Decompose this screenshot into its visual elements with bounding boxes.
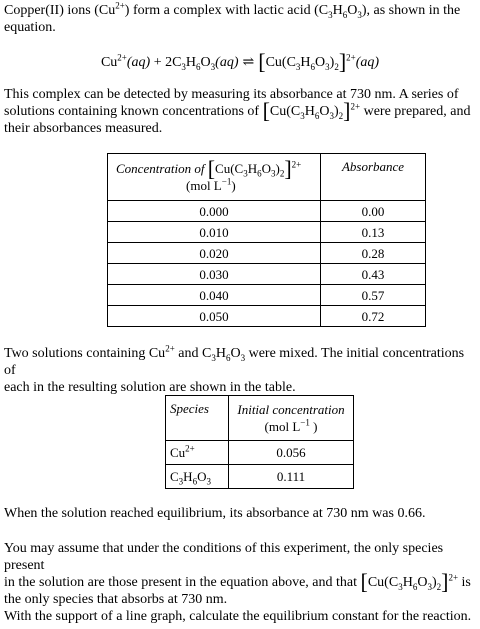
subscript: 3	[295, 61, 301, 72]
table-row	[108, 264, 426, 285]
paragraph-text: This complex can be detected by measuring its absorbance at 730 nm. A series of	[4, 87, 459, 102]
paragraph-text: were prepared, and	[360, 104, 471, 119]
bracket-open: [	[262, 98, 270, 123]
concentration-cell: 0.000	[108, 201, 321, 222]
subscript: 2	[279, 168, 285, 179]
subscript: 3	[181, 61, 186, 72]
bracket-close: ]	[441, 569, 449, 594]
charge: 2+	[350, 101, 361, 112]
paragraph-text: the only species that absorbs at 730 nm.	[4, 592, 228, 607]
absorbance-table	[107, 153, 426, 327]
paragraph-text: You may assume that under the conditions of this experiment, the only species present	[4, 541, 444, 573]
subscript: 3	[243, 168, 248, 179]
subscript: 6	[225, 352, 231, 363]
paragraph-text: When the solution reached equilibrium, its absorbance at 730 nm was 0.66.	[4, 506, 426, 521]
concentration-cell: 0.030	[108, 264, 321, 285]
intro-text: Copper(II) ions (Cu	[4, 3, 116, 18]
element-symbol: Cu	[100, 55, 118, 70]
subscript: 6	[196, 61, 201, 72]
concentration-cell: 0.050	[108, 306, 321, 327]
concentration-cell: 0.020	[108, 243, 321, 264]
charge: 2+	[185, 443, 195, 454]
charge: 2+	[448, 572, 459, 583]
table-row	[166, 441, 354, 465]
table-row	[108, 201, 426, 222]
charge: 2+	[291, 159, 302, 170]
paragraph-text: each in the resulting solution are shown in the table.	[4, 380, 296, 395]
complex-text: )	[329, 55, 335, 70]
concentration-cell: 0.010	[108, 222, 321, 243]
absorbance-cell: 0.72	[321, 306, 426, 327]
assumption-paragraph	[4, 540, 474, 608]
subscript: 3	[398, 581, 403, 592]
subscript: 6	[314, 110, 320, 121]
initial-concentration-cell: 0.056	[229, 441, 354, 465]
table-header-row	[108, 154, 426, 201]
subscript: 6	[412, 581, 418, 592]
element-symbol: O	[315, 55, 326, 70]
subscript: 3	[178, 476, 184, 487]
unit-text: (mol L	[264, 419, 301, 434]
measurement-paragraph	[4, 86, 474, 137]
subscript: 2	[338, 110, 344, 121]
equilibrium-arrow-icon: ⇌	[242, 55, 255, 70]
equilibrium-paragraph	[4, 505, 474, 522]
equation-text: + 2C	[150, 55, 182, 70]
unit-exponent: −1	[300, 417, 310, 428]
mixing-paragraph	[4, 345, 474, 396]
subscript: 6	[192, 476, 198, 487]
complex-text: Cu(C	[269, 104, 301, 119]
subscript: 6	[310, 61, 316, 72]
element-symbol: H	[247, 161, 258, 176]
subscript: 3	[240, 352, 246, 363]
unit-exponent: −1	[221, 176, 232, 187]
absorbance-cell: 0.28	[321, 243, 426, 264]
chemical-equation	[0, 49, 480, 74]
element-symbol: O	[319, 104, 330, 119]
state-label: (aq)	[215, 55, 239, 70]
absorbance-cell: 0.57	[321, 285, 426, 306]
paragraph-text: is	[458, 575, 471, 590]
unit-text: )	[231, 178, 236, 193]
element-symbol: H	[402, 575, 413, 590]
subscript: 3	[328, 9, 333, 20]
subscript: 3	[329, 110, 334, 121]
intro-text: ), as shown in the	[361, 3, 461, 18]
header-initial-concentration	[229, 396, 354, 441]
header-text: Initial concentration	[237, 402, 345, 417]
complex-text: Cu(C	[367, 575, 399, 590]
subscript: 3	[206, 476, 211, 487]
element-symbol: O	[230, 346, 241, 361]
element-symbol: H	[304, 104, 315, 119]
subscript: 2	[436, 581, 442, 592]
paragraph-text: and C	[174, 346, 212, 361]
concentration-cell: 0.040	[108, 285, 321, 306]
header-text: Absorbance	[341, 159, 405, 174]
bracket-open: [	[360, 569, 368, 594]
subscript: 3	[300, 110, 305, 121]
table-row	[108, 306, 426, 327]
table-row	[166, 465, 354, 489]
species-cell	[166, 441, 229, 465]
bracket-close: ]	[284, 156, 292, 181]
header-text: Concentration of	[116, 161, 208, 176]
subscript: 3	[427, 581, 432, 592]
element-symbol: C	[170, 469, 179, 484]
subscript: 3	[325, 61, 330, 72]
complex-text: )	[334, 104, 339, 119]
intro-paragraph	[4, 2, 474, 36]
paragraph-text: With the support of a line graph, calculate the equilibrium constant for the reaction.	[4, 609, 472, 624]
unit-text: )	[309, 419, 318, 434]
task-paragraph	[4, 608, 474, 625]
paragraph-text: were mixed. The initial concentrations of	[4, 346, 465, 378]
subscript: 2	[334, 61, 339, 72]
subscript: 6	[342, 9, 348, 20]
paragraph-text: solutions containing known concentrations of	[4, 104, 263, 119]
complex-text: )	[275, 161, 280, 176]
initial-concentration-cell: 0.111	[229, 465, 354, 489]
header-concentration	[108, 154, 321, 201]
charge: 2+	[346, 52, 356, 63]
subscript: 3	[210, 61, 216, 72]
element-symbol: H	[215, 346, 226, 361]
header-absorbance	[321, 154, 426, 201]
subscript: 6	[257, 168, 262, 179]
element-symbol: O	[200, 55, 211, 70]
table-row	[108, 285, 426, 306]
element-symbol: H	[300, 55, 311, 70]
table-header-row	[166, 396, 354, 441]
bracket-open: [	[258, 49, 266, 74]
charge: 2+	[117, 52, 127, 63]
cu-charge: 2+	[115, 0, 125, 11]
unit-text: (mol L	[186, 178, 222, 193]
paragraph-text: their absorbances measured.	[4, 121, 163, 136]
complex-text: )	[431, 575, 437, 590]
header-text: Species	[170, 401, 209, 416]
element-symbol: O	[417, 575, 428, 590]
state-label: (aq)	[126, 55, 151, 70]
absorbance-cell: 0.13	[321, 222, 426, 243]
paragraph-text: Two solutions containing Cu	[4, 346, 166, 361]
absorbance-cell: 0.00	[321, 201, 426, 222]
intro-text: ) form a complex with lactic acid (C	[124, 3, 329, 18]
table-row	[108, 222, 426, 243]
bracket-close: ]	[343, 98, 351, 123]
state-label: (aq)	[355, 55, 380, 70]
complex-text: Cu(C	[215, 161, 244, 176]
element-symbol: H	[183, 469, 193, 484]
subscript: 3	[271, 168, 276, 179]
element-symbol: H	[185, 55, 197, 70]
element-symbol: Cu	[170, 445, 186, 460]
paragraph-text: in the solution are those present in the equation above, and that	[4, 575, 361, 590]
table-row	[108, 243, 426, 264]
element-symbol: O	[197, 469, 207, 484]
intro-text: equation.	[4, 20, 56, 35]
element-symbol: H	[332, 3, 343, 18]
bracket-close: ]	[338, 49, 347, 74]
bracket-open: [	[207, 156, 216, 181]
initial-concentration-table	[165, 395, 354, 489]
element-symbol: O	[261, 161, 271, 176]
header-species	[166, 396, 229, 441]
subscript: 3	[211, 352, 216, 363]
charge: 2+	[165, 343, 175, 354]
complex-text: Cu(C	[265, 55, 296, 70]
element-symbol: O	[347, 3, 358, 18]
subscript: 3	[357, 9, 362, 20]
species-cell	[166, 465, 229, 489]
absorbance-cell: 0.43	[321, 264, 426, 285]
